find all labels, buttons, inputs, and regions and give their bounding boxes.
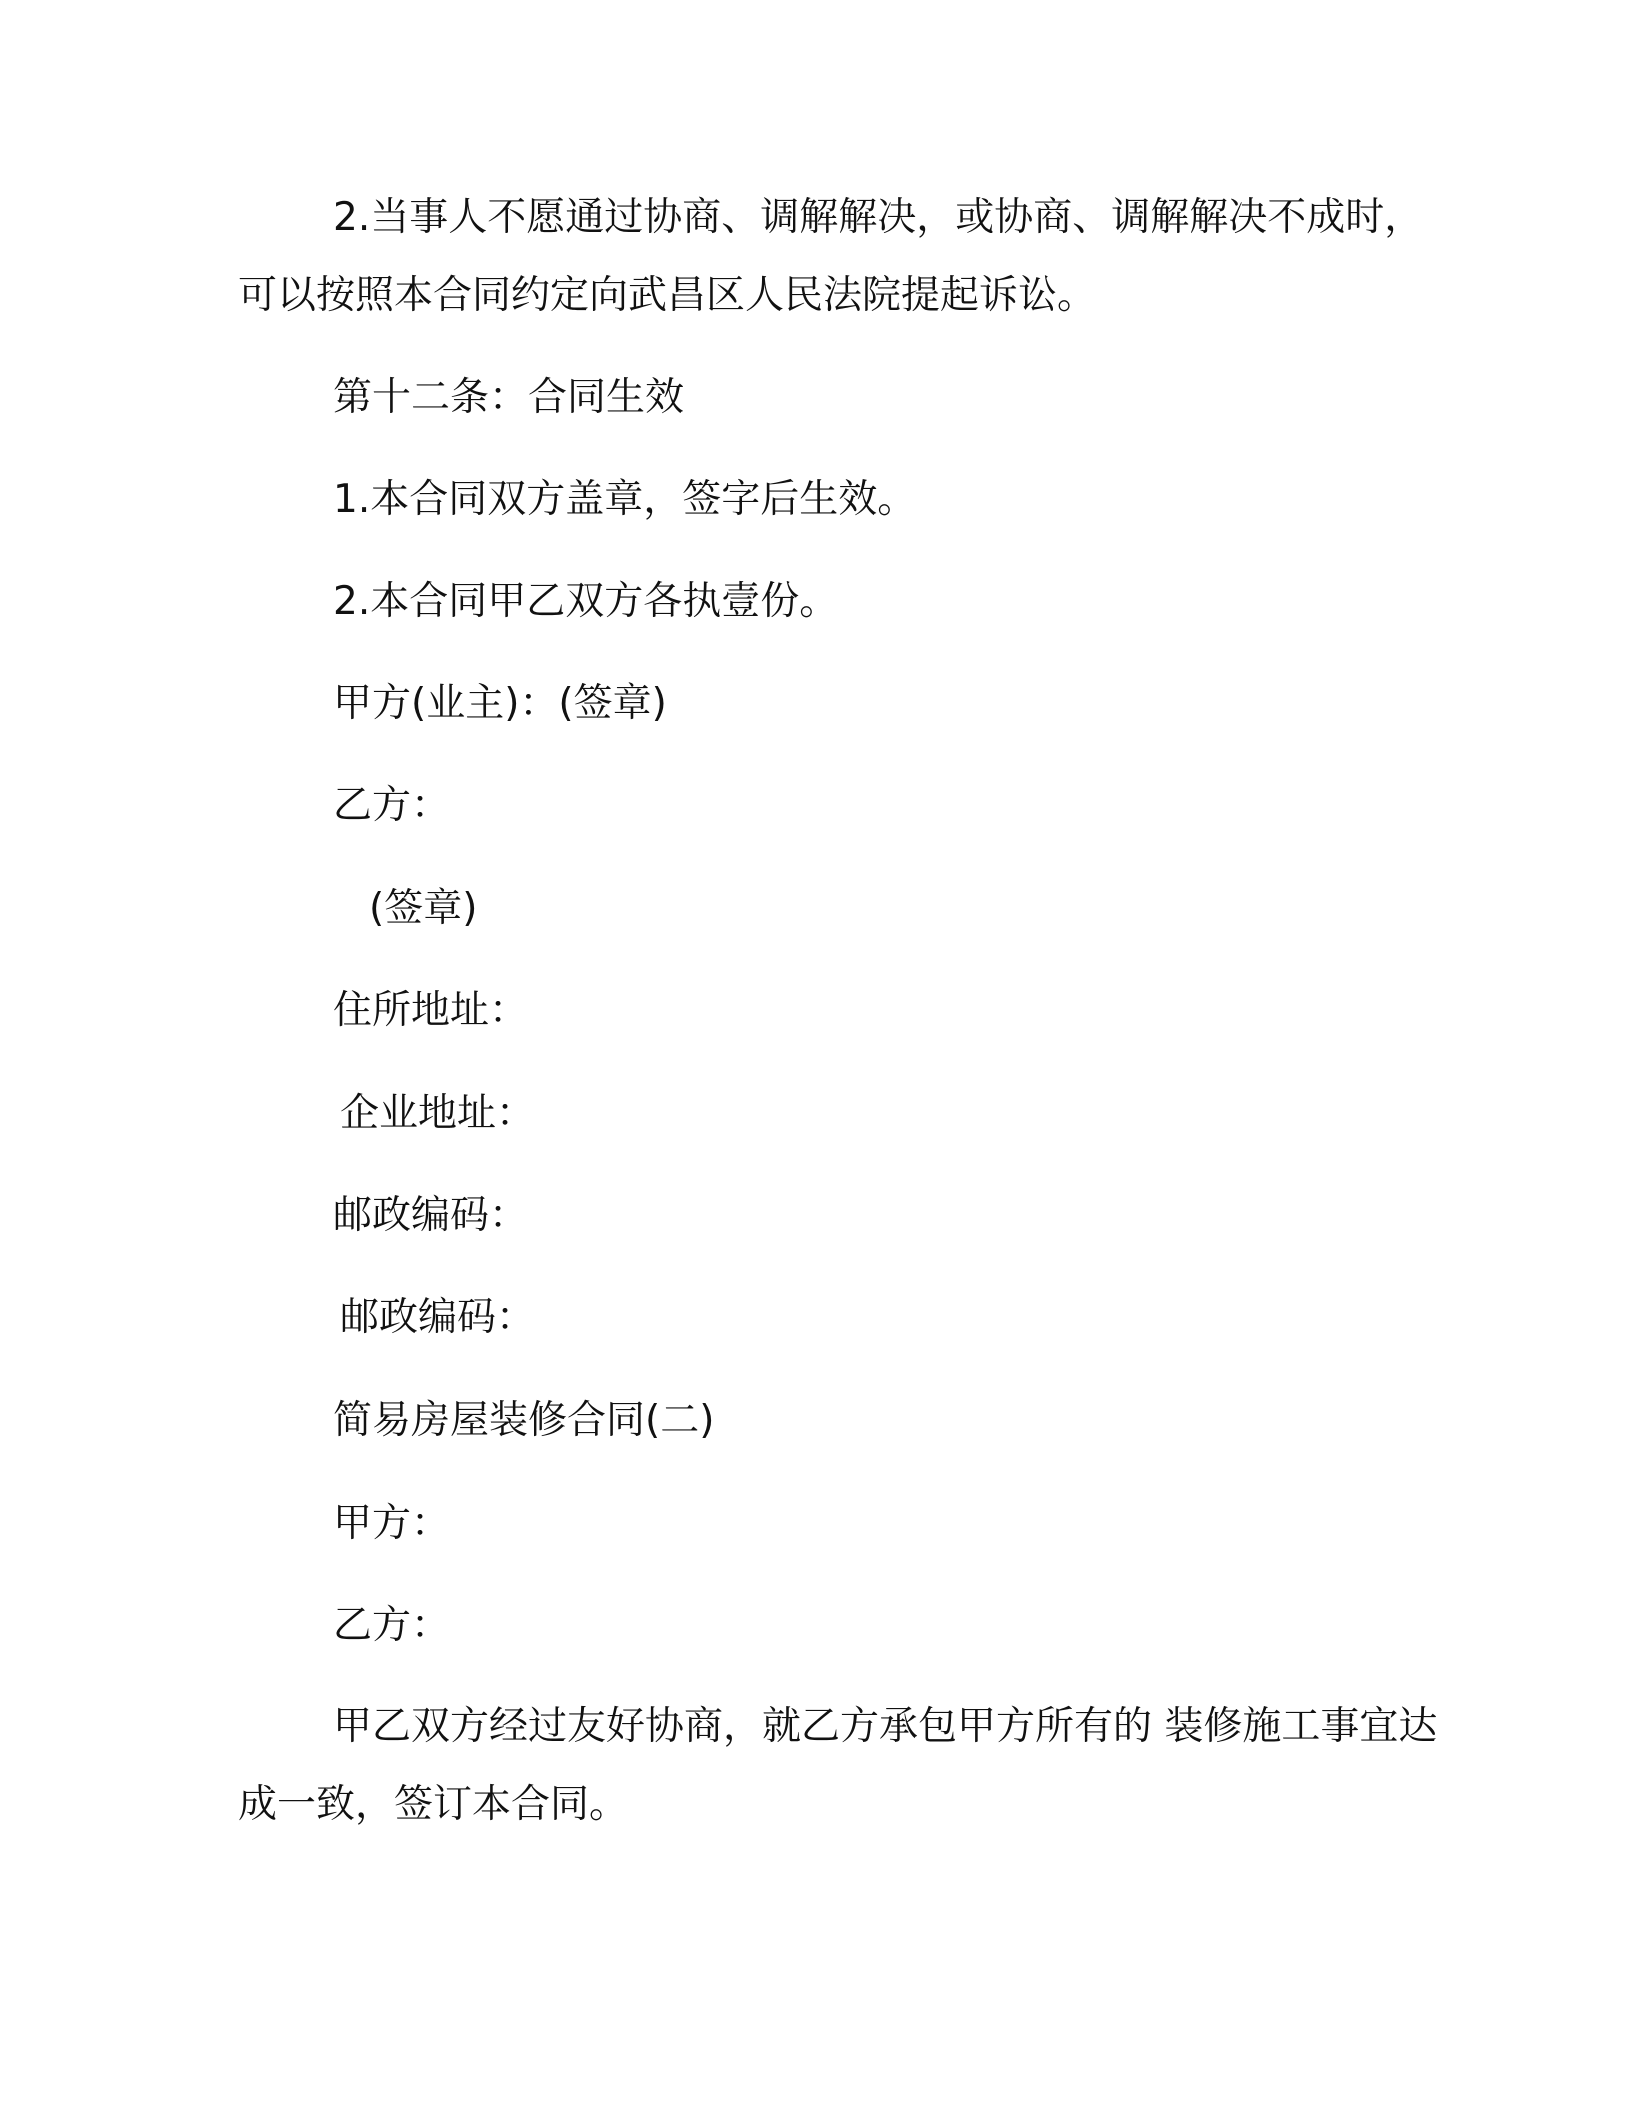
party-b-label: 乙方： bbox=[333, 783, 451, 828]
clause-effective-on-seal: 1.本合同双方盖章，签字后生效。 bbox=[333, 477, 917, 522]
article-12-heading: 第十二条：合同生效 bbox=[333, 375, 685, 420]
party-a-owner-signature: 甲方(业主)：(签章) bbox=[333, 681, 667, 726]
party-b-signature: (签章) bbox=[369, 886, 478, 931]
party-a-label: 甲方： bbox=[333, 1501, 451, 1546]
paragraph-agreement: 甲乙双方经过友好协商，就乙方承包甲方所有的 装修施工事宜达 bbox=[333, 1704, 1438, 1749]
residence-address-label: 住所地址： bbox=[333, 988, 529, 1033]
postal-code-label-b: 邮政编码： bbox=[340, 1295, 536, 1340]
paragraph-dispute-litigation: 2.当事人不愿通过协商、调解解决，或协商、调解解决不成时， bbox=[333, 195, 1424, 240]
contract-two-title: 简易房屋装修合同(二) bbox=[333, 1398, 715, 1443]
company-address-label: 企业地址： bbox=[340, 1091, 536, 1136]
paragraph-agreement-cont: 成一致，签订本合同。 bbox=[238, 1782, 629, 1827]
postal-code-label-a: 邮政编码： bbox=[333, 1193, 529, 1238]
clause-copies: 2.本合同甲乙双方各执壹份。 bbox=[333, 579, 839, 624]
party-b-label-2: 乙方： bbox=[333, 1603, 451, 1648]
paragraph-dispute-litigation-cont: 可以按照本合同约定向武昌区人民法院提起诉讼。 bbox=[238, 273, 1097, 318]
